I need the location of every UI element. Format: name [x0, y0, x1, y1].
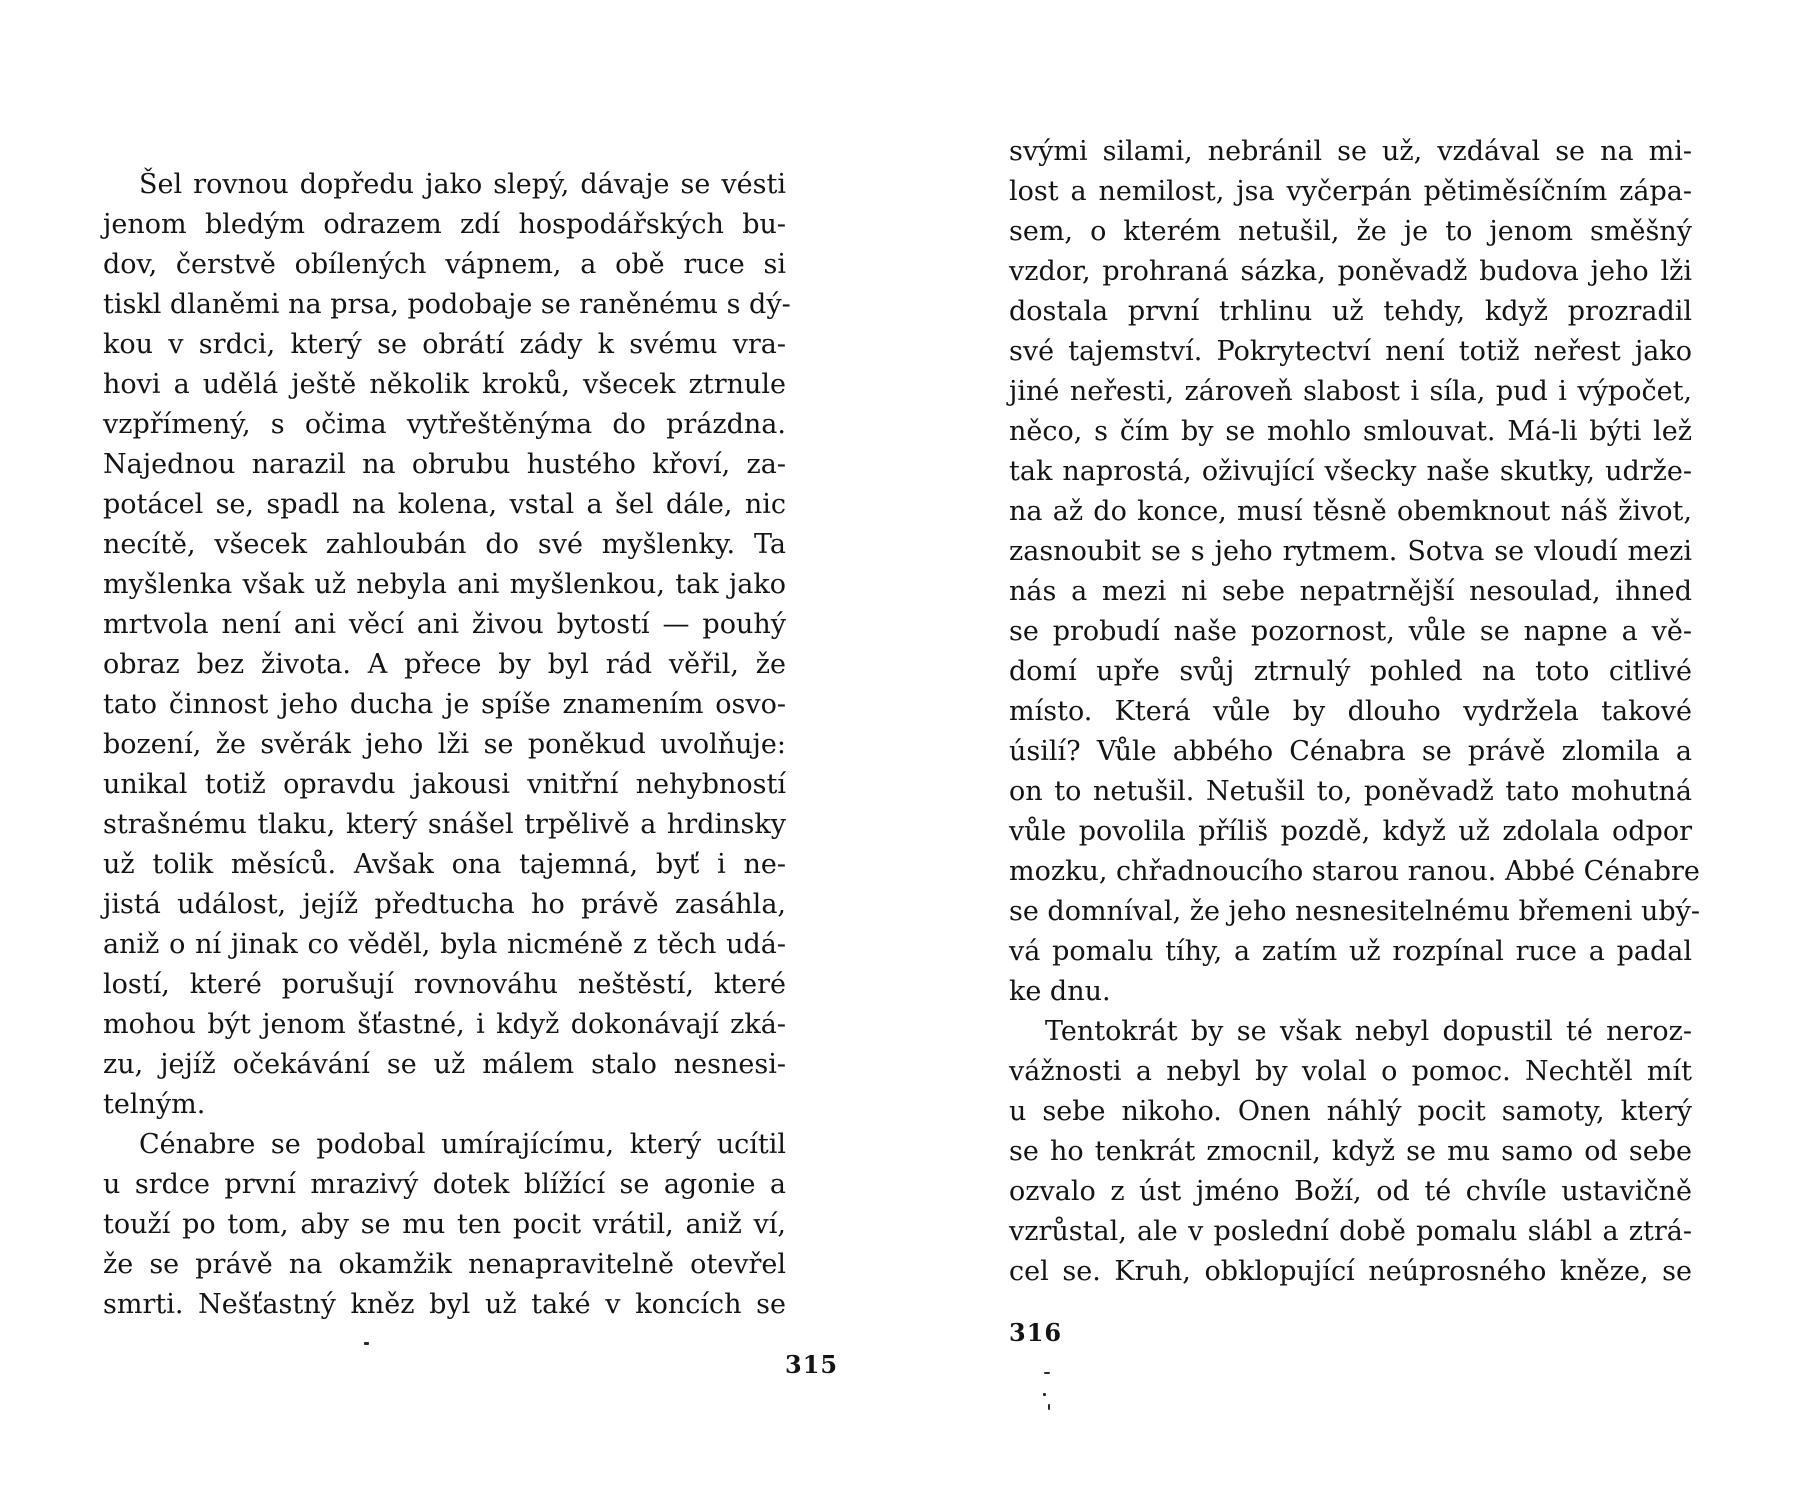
text-line: se domníval, že jeho nesnesitelnému břemeni ubý-: [1009, 896, 1700, 927]
text-line: něco, s čím by se mohlo smlouvat. Má-li býti lež: [1009, 416, 1692, 447]
text-line: ozvalo z úst jméno Boží, od té chvíle ustavičně: [1009, 1176, 1692, 1207]
text-line: myšlenka však už nebyla ani myšlenkou, tak jako: [103, 569, 786, 600]
text-line: potácel se, spadl na kolena, vstal a šel dále, nic: [103, 489, 786, 520]
text-line: bození, že svěrák jeho lži se poněkud uvolňuje:: [103, 729, 786, 760]
text-line: obraz bez života. A přece by byl rád věřil, že: [103, 649, 786, 680]
text-line: u sebe nikoho. Onen náhlý pocit samoty, který: [1009, 1096, 1692, 1127]
text-line: dostala první trhlinu už tehdy, když prozradil: [1009, 296, 1692, 327]
text-line: nás a mezi ni sebe nepatrnější nesoulad, ihned: [1009, 576, 1692, 607]
text-line: smrti. Nešťastný kněz byl už také v koncích se: [103, 1289, 786, 1320]
text-line: Najednou narazil na obrubu hustého křoví, za-: [103, 449, 786, 480]
text-line: vážnosti a nebyl by volal o pomoc. Nechtěl mít: [1009, 1056, 1692, 1087]
right-page-text: [1009, 132, 1700, 1292]
text-line: ke dnu.: [1009, 976, 1111, 1007]
print-speck: [364, 1342, 369, 1345]
text-line: úsilí? Vůle abbého Cénabra se právě zlomila a: [1009, 736, 1692, 767]
text-line: zu, jejíž očekávání se už málem stalo nesnesi-: [103, 1049, 786, 1080]
text-line: mrtvola není ani věcí ani živou bytostí — pouhý: [103, 609, 786, 640]
text-line: unikal totiž opravdu jakousi vnitřní nehybností: [103, 769, 786, 800]
text-line: své tajemství. Pokrytectví není totiž neřest jako: [1009, 336, 1692, 367]
text-line: tato činnost jeho ducha je spíše znamením osvo-: [103, 689, 786, 720]
text-line: tiskl dlaněmi na prsa, podobaje se raněnému s dý-: [103, 289, 791, 320]
text-line: už tolik měsíců. Avšak ona tajemná, byť i ne-: [103, 849, 786, 880]
text-line: svými silami, nebránil se už, vzdával se na mi-: [1009, 136, 1692, 167]
text-line: jistá událost, jejíž předtucha ho právě zasáhla,: [103, 889, 786, 920]
text-line: jenom bledým odrazem zdí hospodářských bu-: [103, 209, 786, 240]
text-line: sem, o kterém netušil, že je to jenom směšný: [1009, 216, 1692, 247]
text-line: jiné neřesti, zároveň slabost i síla, pud i výpočet,: [1009, 376, 1692, 407]
text-line: Tentokrát by se však nebyl dopustil té neroz-: [1045, 1016, 1692, 1047]
print-speck: [1048, 1404, 1050, 1410]
text-line: místo. Která vůle by dlouho vydržela takové: [1009, 696, 1692, 727]
text-line: vzrůstal, ale v poslední době pomalu slábl a ztrá-: [1009, 1216, 1692, 1247]
left-page-text: [103, 165, 791, 1325]
text-line: u srdce první mrazivý dotek blížící se agonie a: [103, 1169, 786, 1200]
text-line: on to netušil. Netušil to, poněvadž tato mohutná: [1009, 776, 1692, 807]
text-line: hovi a udělá ještě několik kroků, všecek ztrnule: [103, 369, 786, 400]
text-line: tak naprostá, oživující všecky naše skutky, udrže-: [1009, 456, 1692, 487]
text-line: vá pomalu tíhy, a zatím už rozpínal ruce a padal: [1009, 936, 1692, 967]
text-line: kou v srdci, který se obrátí zády k svému vra-: [103, 329, 786, 360]
text-line: se ho tenkrát zmocnil, když se mu samo od sebe: [1009, 1136, 1692, 1167]
page-number: 315: [785, 1350, 839, 1379]
print-speck: [1044, 1372, 1050, 1374]
right-page: [906, 0, 1812, 1500]
text-line: domí upře svůj ztrnulý pohled na toto citlivé: [1009, 656, 1692, 687]
text-line: zasnoubit se s jeho rytmem. Sotva se vloudí mezi: [1009, 536, 1692, 567]
text-line: necítě, všecek zahloubán do své myšlenky. Ta: [103, 529, 786, 560]
text-line: mozku, chřadnoucího starou ranou. Abbé Cénabre: [1009, 856, 1700, 887]
text-line: cel se. Kruh, obklopující neúprosného kněze, se: [1009, 1256, 1692, 1287]
text-line: Cénabre se podobal umírajícímu, který ucítil: [139, 1129, 786, 1160]
text-line: že se právě na okamžik nenapravitelně otevřel: [103, 1249, 786, 1280]
text-line: vzdor, prohraná sázka, poněvadž budova jeho lži: [1009, 256, 1692, 287]
text-line: lost a nemilost, jsa vyčerpán pětiměsíčním zápa-: [1009, 176, 1692, 207]
print-speck: [1043, 1393, 1046, 1396]
page-number: 316: [1009, 1318, 1063, 1347]
text-line: na až do konce, musí těsně obemknout náš život,: [1009, 496, 1692, 527]
text-line: mohou být jenom šťastné, i když dokonávají zká-: [103, 1009, 786, 1040]
text-line: telným.: [103, 1089, 206, 1120]
text-line: aniž o ní jinak co věděl, byla nicméně z těch udá-: [103, 929, 786, 960]
text-line: lostí, které porušují rovnováhu neštěstí, které: [103, 969, 786, 1000]
text-line: dov, čerstvě obílených vápnem, a obě ruce si: [103, 249, 786, 280]
text-line: se probudí naše pozornost, vůle se napne a vě-: [1009, 616, 1692, 647]
text-line: vůle povolila příliš pozdě, když už zdolala odpor: [1009, 816, 1692, 847]
text-line: strašnému tlaku, který snášel trpělivě a hrdinsky: [103, 809, 786, 840]
text-line: Šel rovnou dopředu jako slepý, dávaje se vésti: [139, 169, 786, 200]
text-line: vzpřímený, s očima vytřeštěnýma do prázdna.: [103, 409, 786, 440]
text-line: touží po tom, aby se mu ten pocit vrátil, aniž ví,: [103, 1209, 786, 1240]
